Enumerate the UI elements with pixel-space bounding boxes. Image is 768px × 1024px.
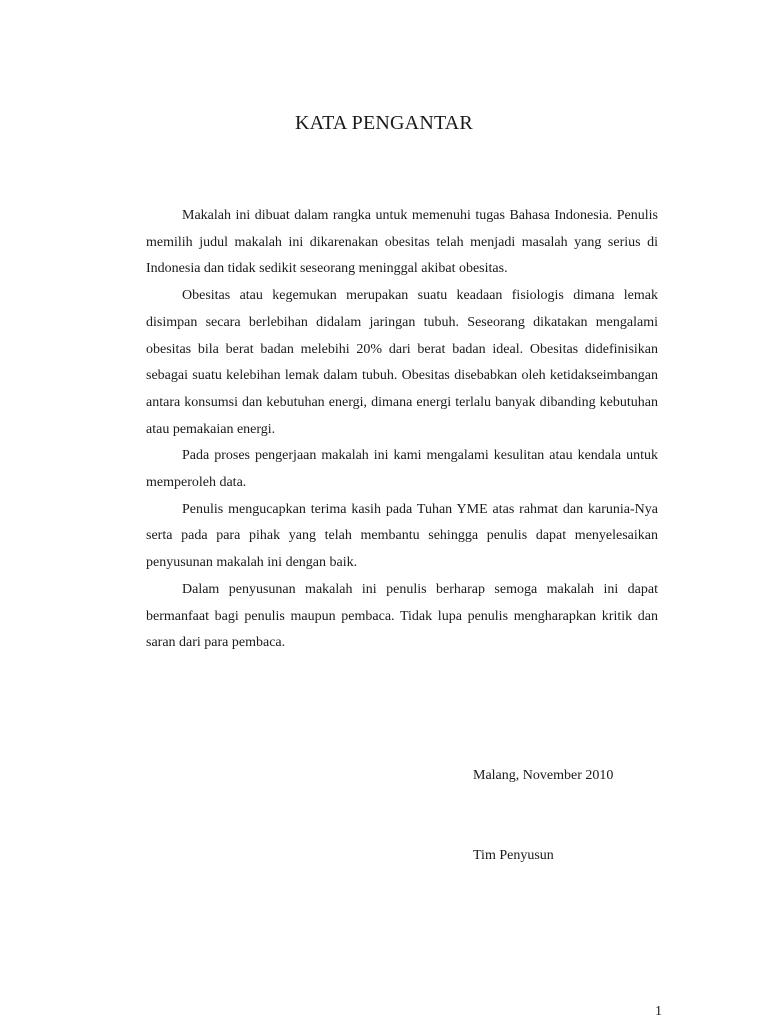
page-title: KATA PENGANTAR [295,112,473,134]
paragraph-5: Dalam penyusunan makalah ini penulis berharap semoga makalah ini dapat bermanfaat bagi penulis maupun pembaca. Tidak lupa penulis mengharapkan kritik dan saran dari para pembaca. [146,581,658,651]
paragraph-3: Pada proses pengerjaan makalah ini kami mengalami kesulitan atau kendala untuk memperoleh data. [146,448,658,491]
page-number: 1 [655,1004,662,1019]
author-signature-line: Tim Penyusun [473,848,554,863]
paragraph-1: Makalah ini dibuat dalam rangka untuk memenuhi tugas Bahasa Indonesia. Penulis memilih judul makalah ini dikarenakan obesitas telah menjadi masalah yang serius di Indonesia dan tidak sedikit seseorang meninggal akibat obesitas. [146,208,658,277]
place-date: Malang, November 2010 [473,768,614,783]
paragraph-4: Penulis mengucapkan terima kasih pada Tuhan YME atas rahmat dan karunia-Nya serta pada para pihak yang telah membantu sehingga penulis dapat menyelesaikan penyusunan makalah ini dengan baik. [146,501,658,571]
body-text [146,203,658,657]
paragraph-2: Obesitas atau kegemukan merupakan suatu keadaan fisiologis dimana lemak disimpan secara berlebihan didalam jaringan tubuh. Seseorang dikatakan mengalami obesitas bila berat badan melebihi 20% dari berat badan ideal. Obesitas didefinisikan sebagai suatu kelebihan lemak dalam tubuh. Obesitas disebabkan oleh ketidakseimbangan antara konsumsi dan kebutuhan energi, dimana energi terlalu banyak dibanding kebutuhan atau pemakaian energi. [146,288,658,437]
